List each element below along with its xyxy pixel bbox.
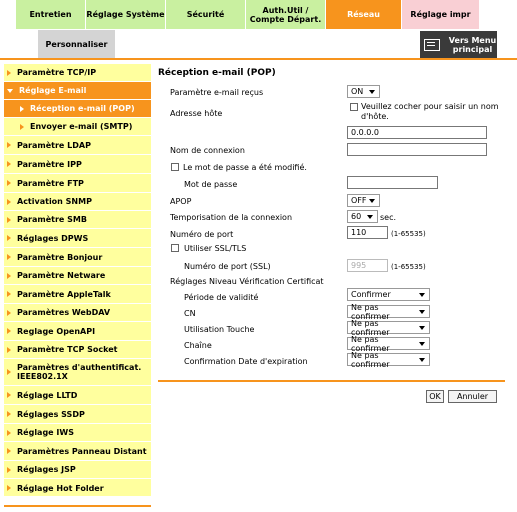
sidebar-divider: [4, 505, 151, 507]
sidebar-item-label: Paramètre Netware: [17, 271, 106, 280]
arrow-right-icon: [20, 124, 24, 130]
sidebar-item-ldap[interactable]: [4, 136, 151, 155]
arrow-right-icon: [7, 411, 11, 417]
sidebar-item-label: Paramètre TCP Socket: [17, 345, 118, 354]
pop-select-value: ON: [351, 87, 364, 96]
hostname-checkbox[interactable]: [350, 103, 358, 111]
sidebar-item-openapi[interactable]: [4, 322, 151, 341]
chevron-down-icon: [419, 310, 425, 314]
arrow-down-icon: [7, 89, 13, 93]
pop-label: Paramètre e-mail reçus: [170, 88, 264, 97]
header-divider: [0, 58, 517, 60]
arrow-right-icon: [7, 217, 11, 223]
sidebar-item-label: Réglage IWS: [17, 428, 74, 437]
arrow-right-icon: [20, 106, 24, 112]
sidebar-item-email[interactable]: [4, 82, 151, 100]
ssl-port-input[interactable]: 995: [347, 259, 388, 272]
sidebar-item-ftp[interactable]: [4, 174, 151, 193]
sidebar-item-label: Paramètre SMB: [17, 215, 87, 224]
arrow-right-icon: [7, 199, 11, 205]
usage-label: Utilisation Touche: [184, 325, 255, 334]
sidebar-item-hot-folder[interactable]: [4, 479, 151, 498]
arrow-right-icon: [7, 235, 11, 241]
sidebar-item-smb[interactable]: [4, 211, 151, 229]
sidebar-item-label: Reglage OpenAPI: [17, 326, 96, 336]
validity-select-value: Confirmer: [351, 290, 391, 299]
arrow-right-icon: [7, 273, 11, 279]
sidebar-item-iws[interactable]: [4, 424, 151, 442]
arrow-right-icon: [7, 180, 11, 186]
sidebar-item-jsp[interactable]: [4, 461, 151, 479]
ssl-port-label: Numéro de port (SSL): [184, 262, 271, 271]
sidebar-item-label: Paramètre TCP/IP: [17, 68, 97, 77]
sidebar-item-label: Paramètre IPP: [17, 159, 82, 169]
validity-select[interactable]: [347, 288, 430, 301]
arrow-right-icon: [7, 369, 11, 375]
sidebar-item-label: Activation SNMP: [17, 197, 92, 206]
sidebar-item-label: Paramètres WebDAV: [17, 308, 111, 317]
sidebar-item-label: Réglage Hot Folder: [17, 483, 104, 493]
sidebar-item-lltd[interactable]: [4, 386, 151, 405]
sidebar-item-webdav[interactable]: [4, 304, 151, 322]
host-label: Adresse hôte: [170, 109, 223, 118]
cn-label: CN: [184, 309, 196, 318]
arrow-right-icon: [7, 161, 11, 167]
tab-reglage-impr[interactable]: Réglage impr: [402, 0, 480, 29]
sidebar-item-smtp[interactable]: [4, 118, 151, 136]
sidebar-item-bonjour[interactable]: [4, 248, 151, 267]
tab-personnaliser[interactable]: Personnaliser: [38, 30, 115, 58]
tab-reglage-systeme[interactable]: Réglage Système: [86, 0, 166, 29]
sidebar-item-label: Réglage E-mail: [19, 86, 87, 95]
arrow-right-icon: [7, 347, 11, 353]
main-menu-button[interactable]: [420, 31, 497, 58]
sidebar-item-label: Réglages SSDP: [17, 409, 85, 419]
page-title: Réception e-mail (POP): [158, 68, 276, 78]
top-tabs: [16, 0, 480, 29]
timeout-unit: sec.: [380, 213, 397, 222]
arrow-right-icon: [7, 142, 11, 148]
ok-button[interactable]: OK: [426, 390, 444, 403]
arrow-right-icon: [7, 291, 11, 297]
cancel-button[interactable]: Annuler: [448, 390, 497, 403]
tab-entretien[interactable]: Entretien: [16, 0, 86, 29]
expiry-select[interactable]: [347, 350, 430, 369]
main-menu-label: Vers Menu principal: [448, 35, 497, 54]
sidebar-item-ipp[interactable]: [4, 155, 151, 174]
usage-select[interactable]: [347, 318, 430, 337]
menu-icon: [424, 39, 440, 51]
sidebar-item-tcpip[interactable]: [4, 64, 151, 82]
chevron-down-icon: [419, 326, 425, 330]
arrow-right-icon: [7, 328, 11, 334]
sidebar-item-pop[interactable]: [4, 100, 151, 118]
sidebar-item-label: Paramètre Bonjour: [17, 252, 103, 262]
arrow-right-icon: [7, 448, 11, 454]
chevron-down-icon: [419, 342, 425, 346]
tab-reseau[interactable]: Réseau: [326, 0, 402, 29]
timeout-select-value: 60: [351, 212, 362, 221]
chevron-down-icon: [419, 293, 425, 297]
sidebar-item-label: Paramètre FTP: [17, 178, 84, 188]
sidebar-item-label: Paramètres Panneau Distant: [17, 446, 147, 456]
port-label: Numéro de port: [170, 230, 234, 239]
cert-label: Réglages Niveau Vérification Certificat: [170, 277, 324, 286]
expiry-label: Confirmation Date d'expiration: [184, 357, 308, 366]
ssl-checkbox[interactable]: [171, 244, 179, 252]
sidebar-item-appletalk[interactable]: [4, 285, 151, 304]
sidebar-item-panneau-distant[interactable]: [4, 442, 151, 461]
arrow-right-icon: [7, 254, 11, 260]
chain-label: Chaîne: [184, 341, 212, 350]
chevron-down-icon: [419, 358, 425, 362]
arrow-right-icon: [7, 467, 11, 473]
sidebar-item-snmp[interactable]: [4, 193, 151, 211]
hostname-checkbox-label: Veuillez cocher pour saisir un nom d'hôte.: [361, 102, 499, 121]
sidebar-item-label: Paramètres d'authentificat. IEEE802.1X: [17, 363, 142, 381]
sidebar-item-tcp-socket[interactable]: [4, 341, 151, 359]
chain-select-value: Ne pas confirmer: [351, 334, 390, 353]
chevron-down-icon: [369, 90, 375, 94]
validity-label: Période de validité: [184, 293, 259, 302]
arrow-right-icon: [7, 310, 11, 316]
sidebar-item-netware[interactable]: [4, 267, 151, 285]
sidebar-item-label: Réglage LLTD: [17, 390, 78, 400]
apop-select[interactable]: [347, 194, 380, 207]
login-input[interactable]: [347, 143, 487, 156]
form-divider: [158, 380, 505, 382]
arrow-right-icon: [7, 485, 11, 491]
expiry-select-value: Ne pas confirmer: [351, 350, 390, 369]
host-address-input[interactable]: 0.0.0.0: [347, 126, 487, 139]
sidebar-item-label: Réglages DPWS: [17, 233, 89, 243]
sidebar: [4, 64, 151, 496]
ssl-port-range: (1-65535): [391, 263, 426, 271]
password-changed-label: Le mot de passe a été modifié.: [183, 163, 307, 172]
sidebar-item-label: Paramètre LDAP: [17, 140, 91, 150]
chevron-down-icon: [367, 215, 373, 219]
apop-label: APOP: [170, 197, 192, 206]
tab-securite[interactable]: Sécurité: [166, 0, 246, 29]
password-changed-checkbox[interactable]: [171, 163, 179, 171]
password-input[interactable]: [347, 176, 438, 189]
cn-select-value: Ne pas confirmer: [351, 302, 390, 321]
pop-select[interactable]: [347, 85, 380, 98]
ssl-label: Utiliser SSL/TLS: [184, 244, 247, 253]
usage-select-value: Ne pas confirmer: [351, 318, 390, 337]
tab-auth-util[interactable]: Auth.Util / Compte Départ.: [246, 0, 326, 29]
arrow-right-icon: [7, 70, 11, 76]
chevron-down-icon: [369, 199, 375, 203]
arrow-right-icon: [7, 392, 11, 398]
arrow-right-icon: [7, 430, 11, 436]
timeout-label: Temporisation de la connexion: [170, 213, 293, 222]
sidebar-item-label: Paramètre AppleTalk: [17, 289, 111, 299]
sidebar-item-dpws[interactable]: [4, 229, 151, 248]
sidebar-item-ieee8021x[interactable]: [4, 359, 151, 386]
port-input[interactable]: 110: [347, 226, 388, 239]
apop-select-value: OFF: [351, 196, 367, 205]
sidebar-item-label: Réglages JSP: [17, 465, 76, 474]
sidebar-item-label: Réception e-mail (POP): [30, 104, 135, 113]
cn-select[interactable]: [347, 302, 430, 321]
chain-select[interactable]: [347, 334, 430, 353]
sidebar-item-ssdp[interactable]: [4, 405, 151, 424]
password-label: Mot de passe: [184, 180, 238, 189]
port-range: (1-65535): [391, 230, 426, 238]
login-label: Nom de connexion: [170, 146, 245, 155]
timeout-select[interactable]: [347, 210, 378, 223]
sidebar-item-label: Envoyer e-mail (SMTP): [30, 122, 133, 131]
